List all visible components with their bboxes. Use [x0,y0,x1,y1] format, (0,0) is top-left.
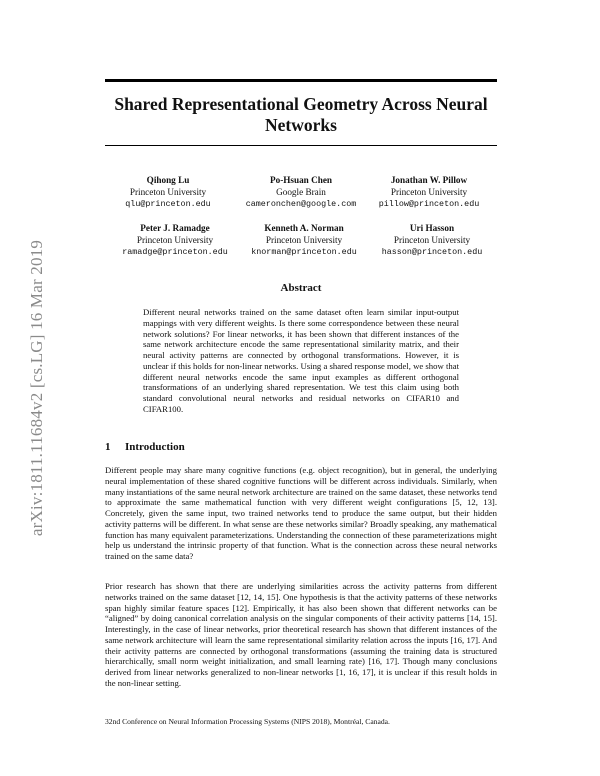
author-email[interactable]: ramadge@princeton.edu [122,247,228,257]
author-affiliation: Google Brain [276,187,326,197]
author-name: Jonathan W. Pillow [390,175,468,185]
abstract-text: Different neural networks trained on the same dataset often learn similar input-output mappings with very different weights. Is there some correspondence between these neural network solutions? For linear networks, it has been shown that different instances of the same network architecture encode the same representational similarity matrix, and their neural activity patterns are connected by orthogonal transformations. However, it is unclear if this holds for non-linear networks. Using a shared response model, we show that different neural networks encode the same input examples as different orthogonal transformations of an underlying shared representation. We test this claim using both standard convolutional neural networks and residual networks on CIFAR10 and CIFAR100. [143,307,459,414]
paper-title: Shared Representational Geometry Across Neural Networks [114,94,488,135]
title-rule-top [105,79,497,82]
abstract-heading: Abstract [280,282,322,294]
author-affiliation: Princeton University [129,187,207,197]
conference-footnote: 32nd Conference on Neural Information Processing Systems (NIPS 2018), Montréal, Canada. [105,717,390,726]
author-name: Peter J. Ramadge [140,223,210,233]
section-title: Introduction [125,441,185,453]
author-affiliation: Princeton University [393,235,471,245]
author-name: Kenneth A. Norman [264,223,344,233]
author-email[interactable]: cameronchen@google.com [245,199,357,209]
author-affiliation: Princeton University [136,235,214,245]
author-email[interactable]: hasson@princeton.edu [381,247,483,257]
title-rule-bottom [105,145,497,146]
author-affiliation: Princeton University [265,235,343,245]
body-paragraph: Different people may share many cognitive functions (e.g. object recognition), but in general, the underlying neural implementation of these shared cognitive functions will be different across individuals. Similarly, when many instantiations of the same neural network architecture are trained on the same dataset, these networks tend to approximate the same mathematical function with very different weight configurations [5, 12, 13]. Concretely, given the same input, two trained networks tend to produce the same output, but their hidden activity patterns will be different. In what sense are these networks similar? Broadly speaking, any mathematical function has many equivalent parameterizations. Understanding the connection of these parameterizations might help us understand the intrinsic property of that function. What is the connection across these neural networks trained on the same data? [105,465,497,561]
body-paragraph: Prior research has shown that there are underlying similarities across the activity patterns from different networks trained on the same dataset [12, 14, 15]. One hypothesis is that the activity patterns of these networks span highly similar feature spaces [12]. Empirically, it has also been shown that different networks can be “aligned” by doing canonical correlation analysis on the singular components of their activity patterns [14, 15]. Interestingly, in the case of linear networks, prior theoretical research has shown that different instances of the same network architecture will learn the same representational similarity relation across the inputs [16, 17]. And their activity patterns are connected by orthogonal transformations (assuming the training data is structured hierarchically, small norm weight initialization, and small learning rate) [16, 17]. Though many conclusions derived from linear networks generalized to non-linear networks [1, 16, 17], it is unclear if this result holds in the non-linear setting. [105,581,497,688]
author-name: Po-Hsuan Chen [269,175,333,185]
author-name: Qihong Lu [146,175,190,185]
author-email[interactable]: knorman@princeton.edu [251,247,357,257]
author-name: Uri Hasson [409,223,455,233]
author-email[interactable]: pillow@princeton.edu [378,199,480,209]
section-number: 1 [105,441,111,453]
section-heading [105,441,497,453]
author-email[interactable]: qlu@princeton.edu [125,199,211,209]
arxiv-stamp: arXiv:1811.11684v2 [cs.LG] 16 Mar 2019 [27,239,46,537]
author-block [349,174,509,210]
author-block [352,222,512,258]
author-affiliation: Princeton University [390,187,468,197]
